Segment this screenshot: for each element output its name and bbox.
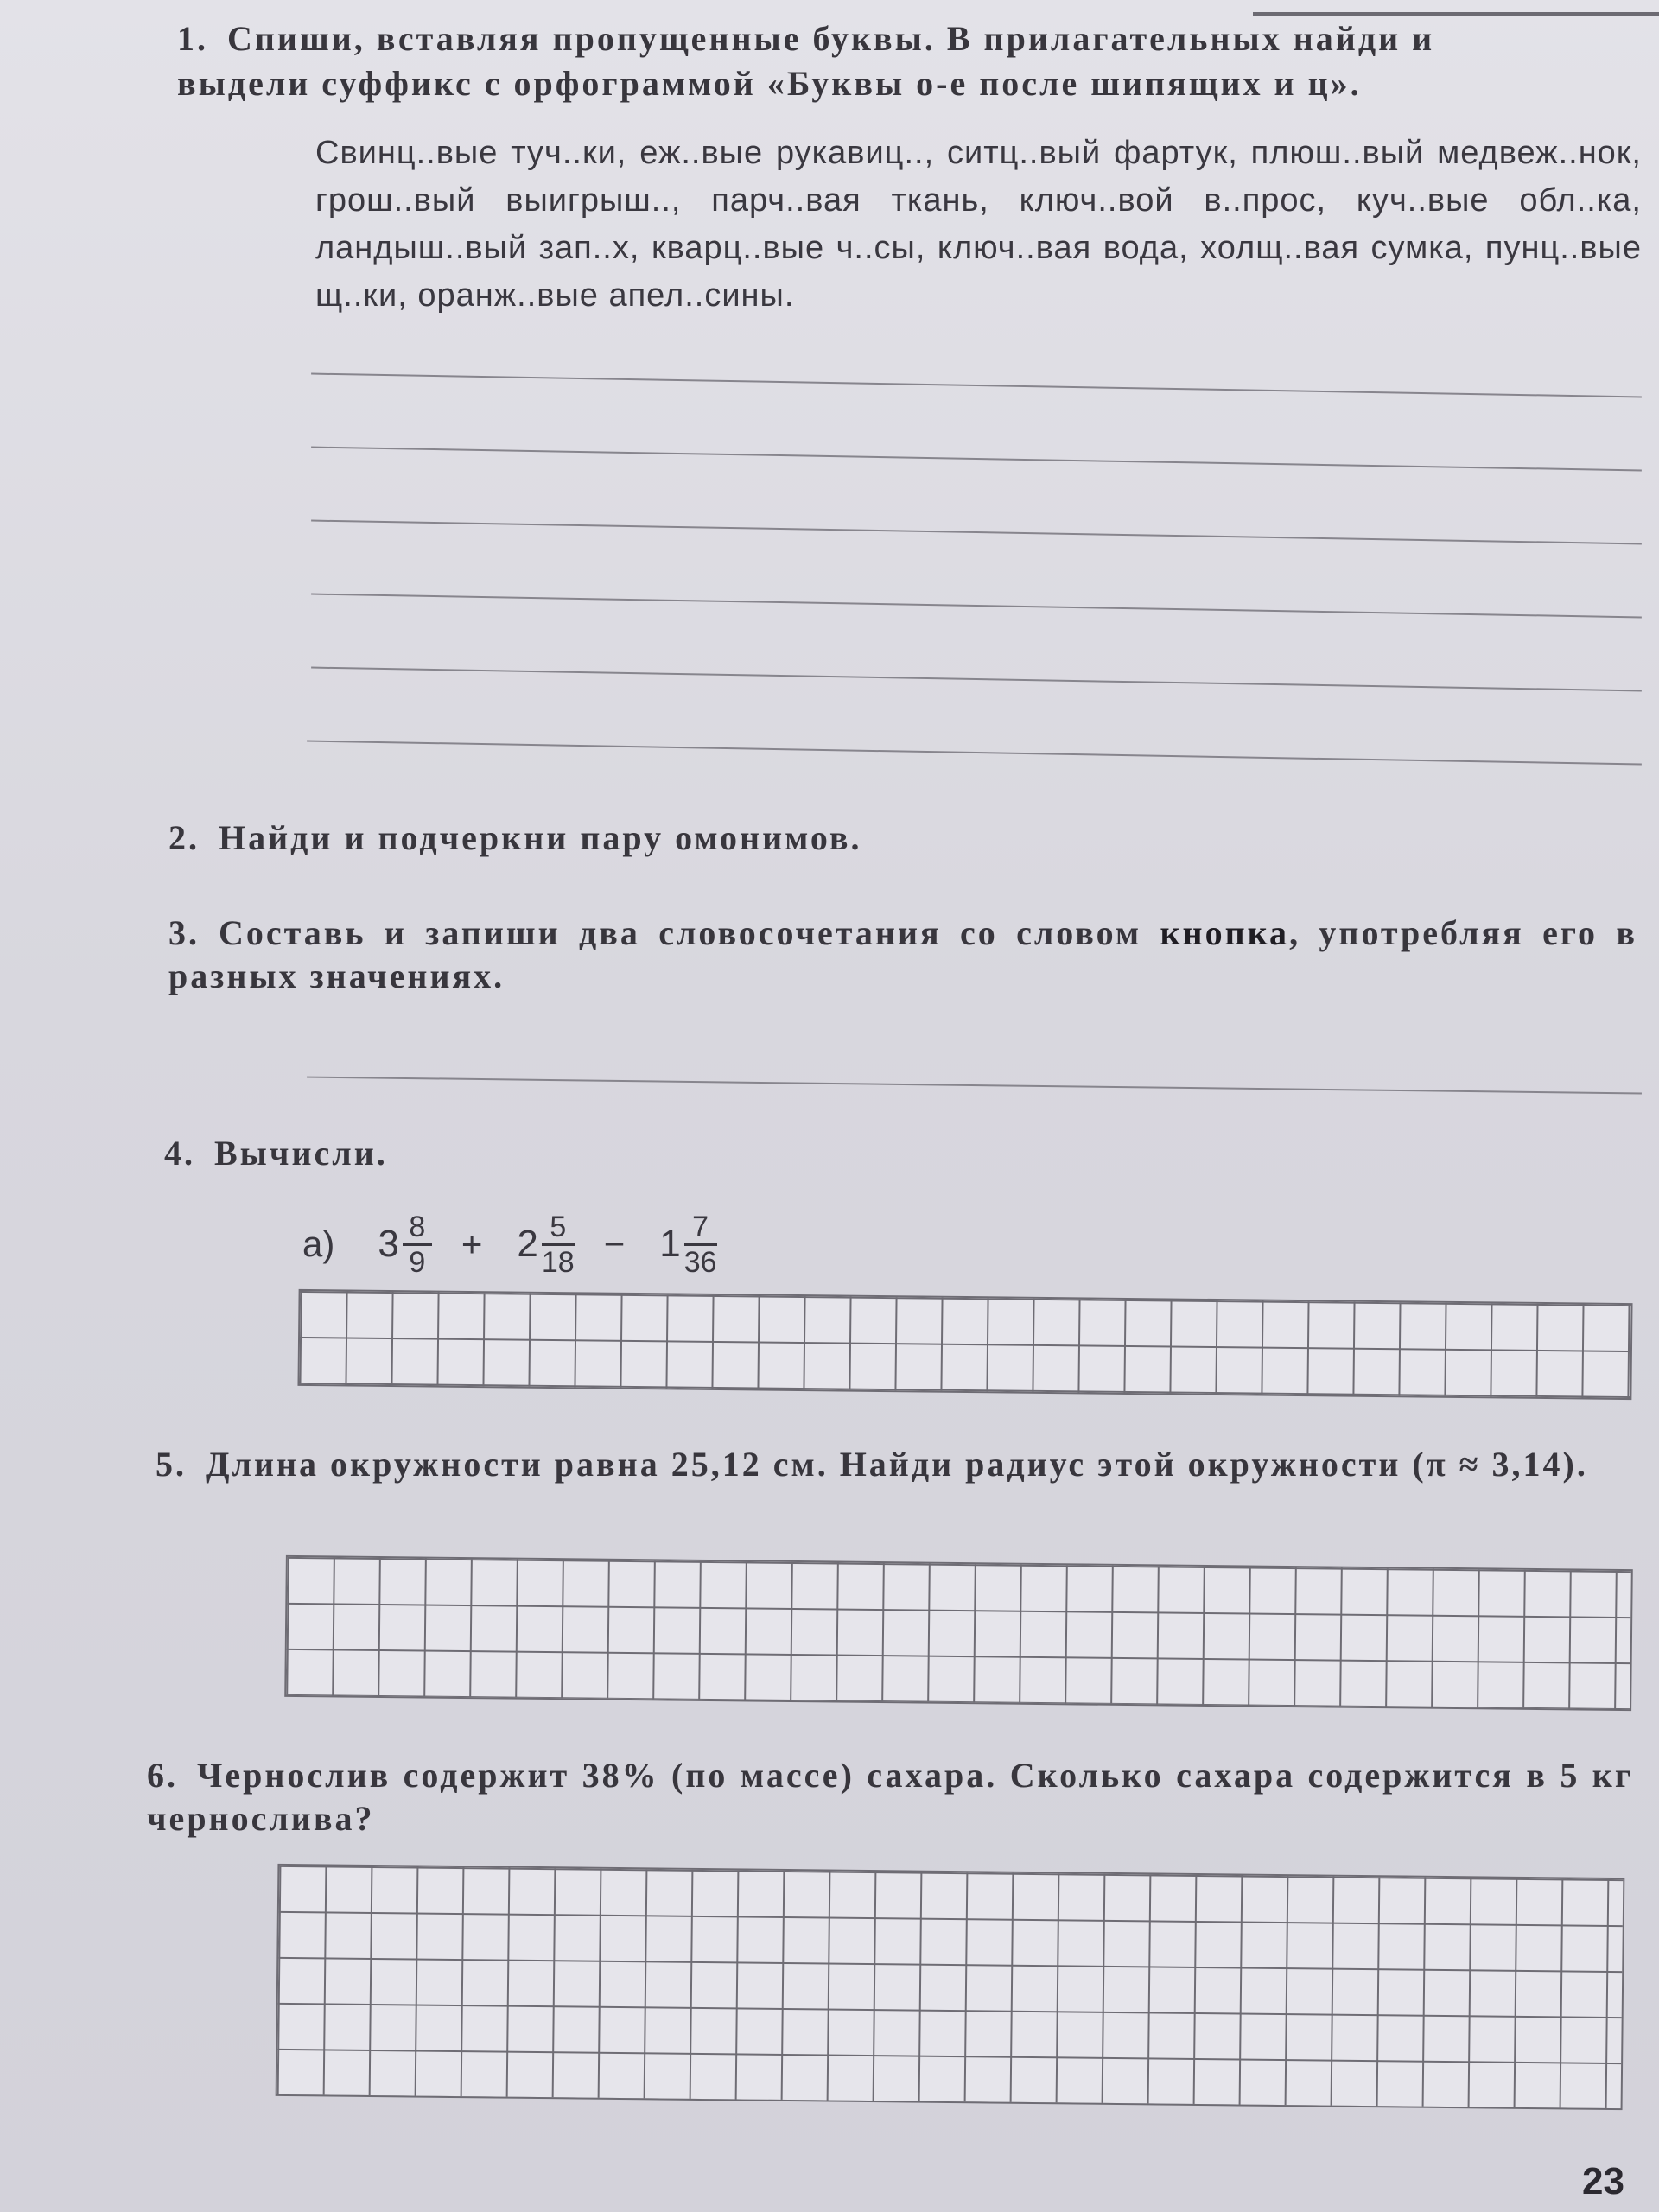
answer-line[interactable] (311, 667, 1642, 692)
answer-line[interactable] (311, 594, 1642, 619)
mixed-number (517, 1211, 574, 1279)
task-2-text: Найди и подчеркни пару омонимов. (219, 818, 862, 857)
fraction (684, 1211, 717, 1279)
answer-grid-task-6[interactable] (276, 1864, 1625, 2110)
numerator: 5 (550, 1210, 567, 1243)
operator: − (603, 1224, 626, 1264)
task-1-heading-line2 (177, 62, 1646, 105)
answer-line[interactable] (307, 741, 1642, 766)
page-number: 23 (1582, 2160, 1624, 2202)
numerator: 8 (409, 1210, 426, 1243)
task-6-number: 6. (147, 1756, 178, 1795)
fraction (542, 1211, 575, 1279)
denominator: 18 (541, 1245, 575, 1279)
task-1-instruction-line1: Спиши, вставляя пропущенные буквы. В прилагательных найди и (227, 19, 1435, 58)
task-4-heading (164, 1132, 1633, 1175)
answer-line[interactable] (311, 373, 1642, 398)
answer-grid-task-5[interactable] (284, 1555, 1633, 1711)
task-3-keyword: кнопка (1160, 913, 1290, 952)
whole-part: 2 (517, 1223, 538, 1265)
denominator: 36 (683, 1245, 717, 1279)
whole-part: 3 (378, 1223, 399, 1265)
task-4-expression (302, 1197, 747, 1292)
task-4-label: а) (302, 1224, 335, 1264)
task-3-heading (168, 912, 1637, 998)
answer-grid-task-4[interactable] (297, 1289, 1632, 1400)
task-3-text-before: Составь и запиши два словосочетания со словом (219, 913, 1142, 952)
task-6-heading (147, 1754, 1633, 1840)
fraction (403, 1211, 432, 1279)
mixed-number (378, 1211, 431, 1279)
task-1-heading (177, 17, 1646, 60)
task-4-number: 4. (164, 1134, 195, 1173)
task-3-number: 3. (168, 913, 200, 952)
task-2-number: 2. (168, 818, 200, 857)
task-5-text: Длина окружности равна 25,12 см. Найди радиус этой окружности (π ≈ 3,14). (206, 1445, 1588, 1484)
task-2-heading (168, 817, 1637, 860)
task-6-text: Чернослив содержит 38% (по массе) сахара. Сколько сахара содержится в 5 кг чернослива? (147, 1756, 1633, 1838)
operator: + (461, 1224, 483, 1264)
answer-line[interactable] (311, 447, 1642, 472)
denominator: 9 (409, 1245, 426, 1279)
task-5-number: 5. (156, 1445, 187, 1484)
top-divider (1253, 0, 1659, 16)
task-1-word-list: Свинц..вые туч..ки, еж..вые рукавиц.., ситц..вый фартук, плюш..вый медвеж..нок, грош..вый выигрыш.., парч..вая ткань, ключ..вой в..прос, куч..вые обл..ка, ландыш..вый зап..х, кварц..вые ч..сы, ключ..вая вода, холщ..вая сумка, пунц..вые щ..ки, оранж..вые апел..сины. (315, 135, 1642, 314)
task-1-number: 1. (177, 19, 208, 58)
task-1-instruction-line2: выдели суффикс с орфограммой «Буквы о-е после шипящих и ц». (177, 64, 1362, 103)
answer-line[interactable] (307, 1077, 1642, 1095)
answer-line[interactable] (311, 520, 1642, 545)
task-5-heading (156, 1443, 1633, 1486)
task-3-text-after: , употребляя его в разных значениях. (168, 913, 1637, 995)
task-4-text: Вычисли. (214, 1134, 388, 1173)
mixed-number (659, 1211, 716, 1279)
numerator: 7 (692, 1210, 709, 1243)
whole-part: 1 (659, 1223, 681, 1265)
